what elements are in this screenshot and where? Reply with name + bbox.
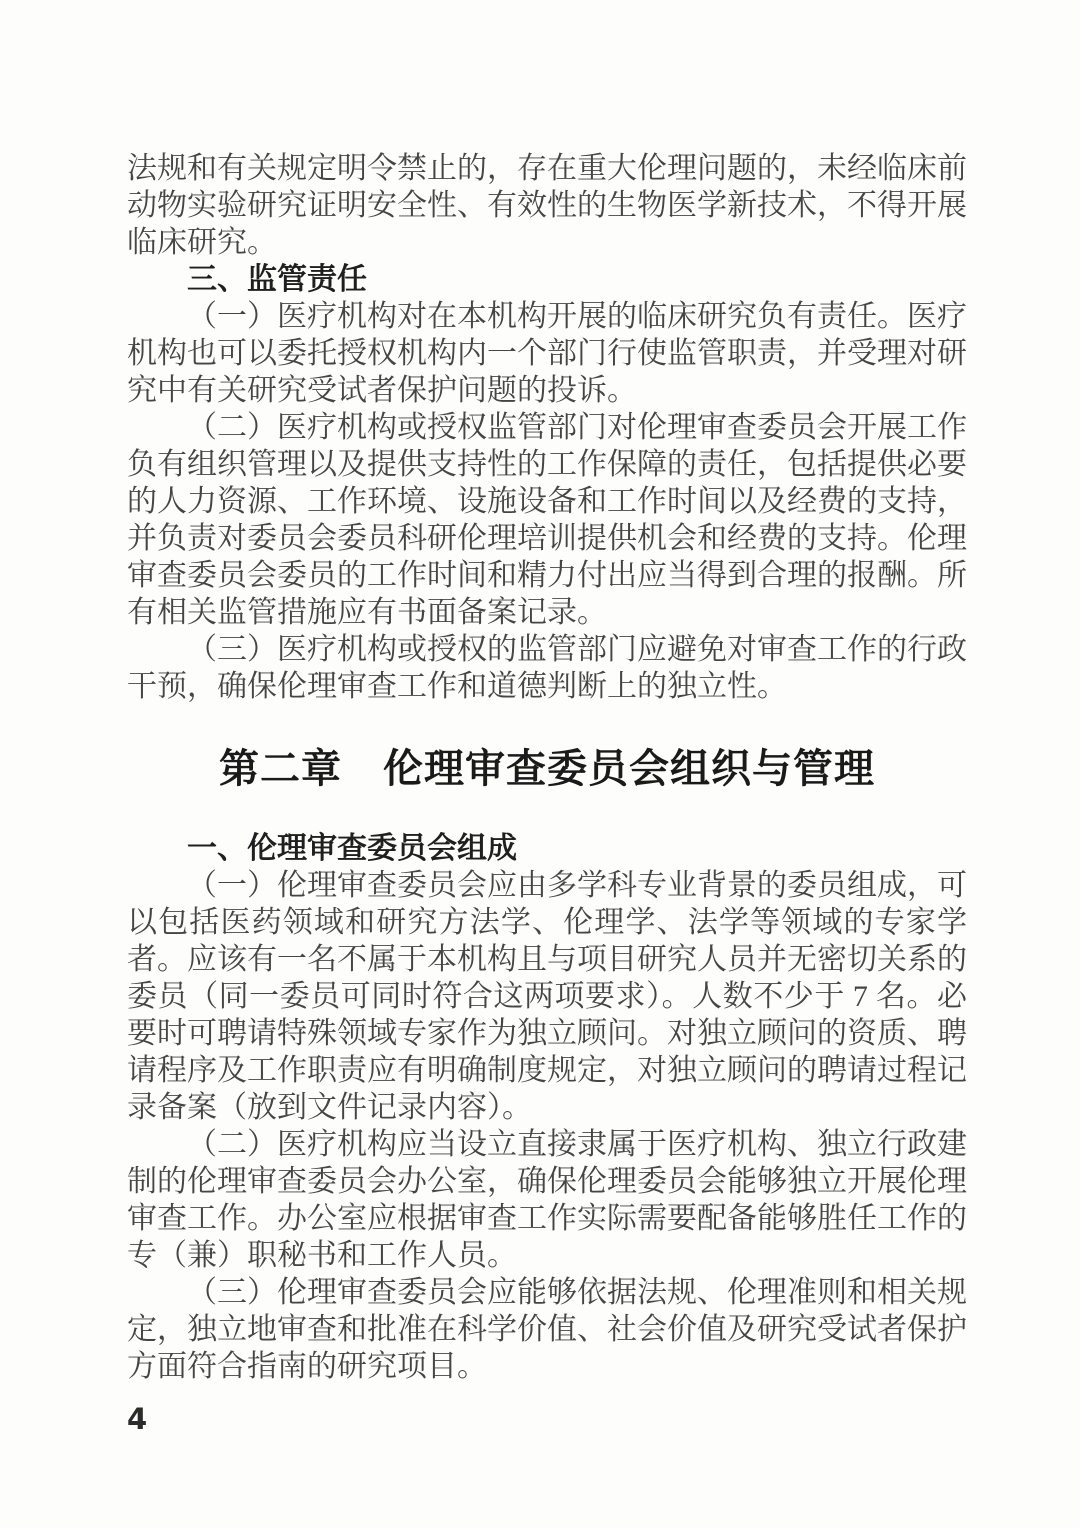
paragraph-clinical-research-prohibition: 法规和有关规定明令禁止的，存在重大伦理问题的，未经临床前动物实验研究证明安全性、有效性的生物医学新技术，不得开展临床研究。 — [127, 152, 967, 259]
page-number: 4 — [127, 1402, 148, 1436]
section-heading-supervision-duty: 三、监管责任 — [187, 263, 367, 296]
paragraph-composition-item-2: （二）医疗机构应当设立直接隶属于医疗机构、独立行政建制的伦理审查委员会办公室，确保伦理委员会能够独立开展伦理审查工作。办公室应根据审查工作实际需要配备能够胜任工作的专（兼）职秘书和工作人员。 — [127, 1128, 967, 1272]
paragraph-supervision-item-3: （三）医疗机构或授权的监管部门应避免对审查工作的行政干预，确保伦理审查工作和道德判断上的独立性。 — [127, 633, 967, 703]
paragraph-composition-item-1: （一）伦理审查委员会应由多学科专业背景的委员组成，可以包括医药领域和研究方法学、伦理学、法学等领域的专家学者。应该有一名不属于本机构且与项目研究人员并无密切关系的委员（同一委员可同时符合这两项要求）。人数不少于 7 名。必要时可聘请特殊领域专家作为独立顾问。对独立顾问的资质、聘请程序及工作职责应有明确制度规定，对独立顾问的聘请过程记录备案（放到文件记录内容）。 — [127, 869, 967, 1124]
section-heading-committee-composition: 一、伦理审查委员会组成 — [187, 832, 517, 865]
paragraph-supervision-item-1: （一）医疗机构对在本机构开展的临床研究负有责任。医疗机构也可以委托授权机构内一个部门行使监管职责，并受理对研究中有关研究受试者保护问题的投诉。 — [127, 300, 967, 407]
document-content — [127, 150, 967, 1385]
paragraph-composition-item-3: （三）伦理审查委员会应能够依据法规、伦理准则和相关规定，独立地审查和批准在科学价值、社会价值及研究受试者保护方面符合指南的研究项目。 — [127, 1276, 967, 1383]
chapter-heading-ethics-committee-organization: 第二章 伦理审查委员会组织与管理 — [219, 747, 875, 791]
paragraph-supervision-item-2: （二）医疗机构或授权监管部门对伦理审查委员会开展工作负有组织管理以及提供支持性的工作保障的责任，包括提供必要的人力资源、工作环境、设施设备和工作时间以及经费的支持，并负责对委员会委员科研伦理培训提供机会和经费的支持。伦理审查委员会委员的工作时间和精力付出应当得到合理的报酬。所有相关监管措施应有书面备案记录。 — [127, 411, 967, 629]
